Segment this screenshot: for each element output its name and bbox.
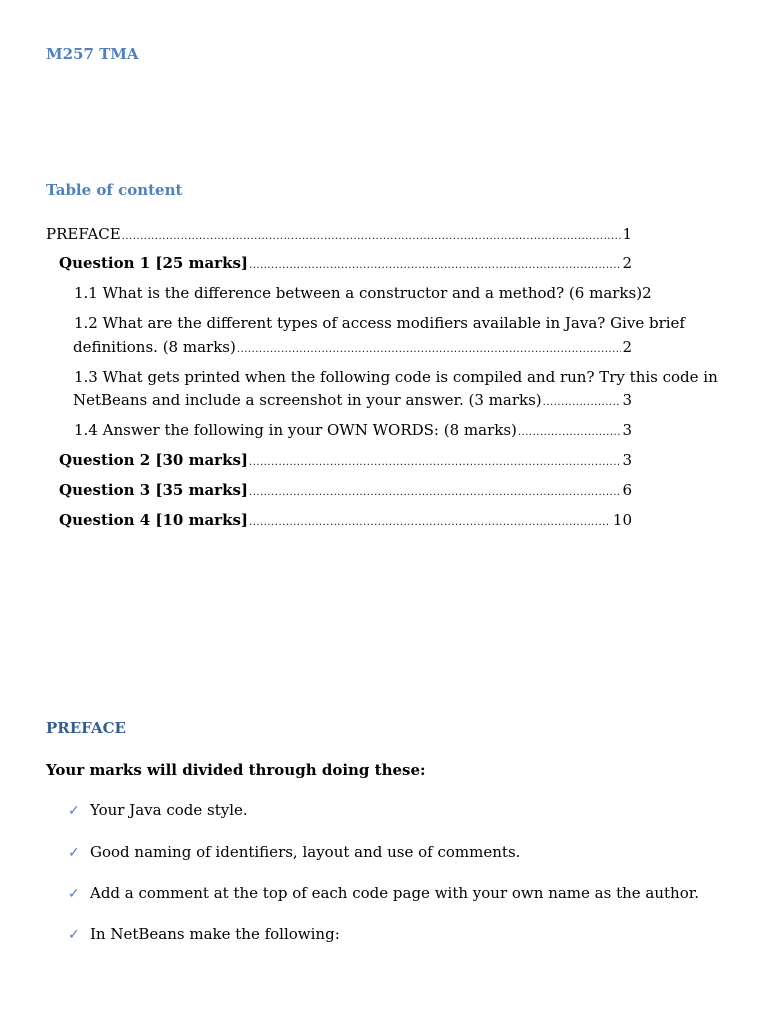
toc-leader-dots xyxy=(122,227,622,247)
toc-entry-page: 2 xyxy=(622,338,632,356)
toc-heading: Table of content xyxy=(46,181,183,199)
preface-list-item xyxy=(68,925,340,943)
preface-list-item-text: Add a comment at the top of each code page with your own name as the author. xyxy=(90,884,700,902)
toc-entry-page: 3 xyxy=(622,451,632,469)
preface-list-item xyxy=(68,843,520,861)
toc-leader-dots xyxy=(249,256,621,276)
toc-entry-text: PREFACE xyxy=(46,225,121,243)
toc-entry-page: 2 xyxy=(622,254,632,272)
toc-entry-page: 2 xyxy=(642,284,652,302)
toc-entry-1-2-line2[interactable] xyxy=(73,337,632,360)
checkmark-icon: ✓ xyxy=(68,845,80,861)
toc-entry-1-4[interactable] xyxy=(74,420,632,443)
toc-leader-dots xyxy=(249,453,621,473)
document-title: M257 TMA xyxy=(46,45,139,63)
toc-entry-question-2[interactable] xyxy=(59,450,632,473)
toc-entry-text: Question 2 [30 marks] xyxy=(59,451,249,469)
toc-entry-page: 3 xyxy=(622,391,632,409)
checkmark-icon: ✓ xyxy=(68,886,80,902)
toc-entry-1-1[interactable] xyxy=(74,283,652,303)
preface-heading: PREFACE xyxy=(46,719,126,737)
toc-entry-text: Question 4 [10 marks] xyxy=(59,511,249,529)
toc-entry-page: 6 xyxy=(622,481,632,499)
toc-leader-dots xyxy=(543,393,622,413)
toc-entry-page: 3 xyxy=(622,421,632,439)
toc-entry-page: 10 xyxy=(612,511,632,529)
toc-entry-preface[interactable] xyxy=(46,224,632,247)
checkmark-icon: ✓ xyxy=(68,927,80,943)
toc-entry-text: Question 3 [35 marks] xyxy=(59,481,249,499)
toc-entry-text: 1.3 What gets printed when the following code is compiled and run? Try this code in xyxy=(74,368,718,386)
toc-entry-question-1[interactable] xyxy=(59,253,632,276)
preface-list-item-text: Your Java code style. xyxy=(90,801,248,819)
toc-entry-text: 1.2 What are the different types of access modifiers available in Java? Give brief xyxy=(74,314,685,332)
toc-entry-text: definitions. (8 marks) xyxy=(73,338,236,356)
toc-entry-text: 1.4 Answer the following in your OWN WORDS: (8 marks) xyxy=(74,421,517,439)
toc-leader-dots xyxy=(237,340,622,360)
toc-entry-1-3-line2[interactable] xyxy=(73,390,632,413)
toc-entry-text: NetBeans and include a screenshot in your answer. (3 marks) xyxy=(73,391,542,409)
preface-list-item xyxy=(68,884,699,902)
preface-list-item-text: Good naming of identifiers, layout and use of comments. xyxy=(90,843,521,861)
toc-leader-dots xyxy=(249,483,621,503)
toc-entry-text: Question 1 [25 marks] xyxy=(59,254,249,272)
preface-intro: Your marks will divided through doing these: xyxy=(46,761,426,779)
preface-list-item xyxy=(68,801,248,819)
toc-entry-text: 1.1 What is the difference between a constructor and a method? (6 marks) xyxy=(74,284,643,302)
toc-leader-dots xyxy=(249,513,609,533)
preface-list-item-text: In NetBeans make the following: xyxy=(90,925,340,943)
toc-entry-1-2-line1[interactable] xyxy=(74,313,685,333)
toc-entry-1-3-line1[interactable] xyxy=(74,367,718,387)
toc-leader-dots xyxy=(518,423,622,443)
toc-entry-question-3[interactable] xyxy=(59,480,632,503)
checkmark-icon: ✓ xyxy=(68,803,80,819)
toc-entry-question-4[interactable] xyxy=(59,510,632,533)
toc-entry-page: 1 xyxy=(622,225,632,243)
